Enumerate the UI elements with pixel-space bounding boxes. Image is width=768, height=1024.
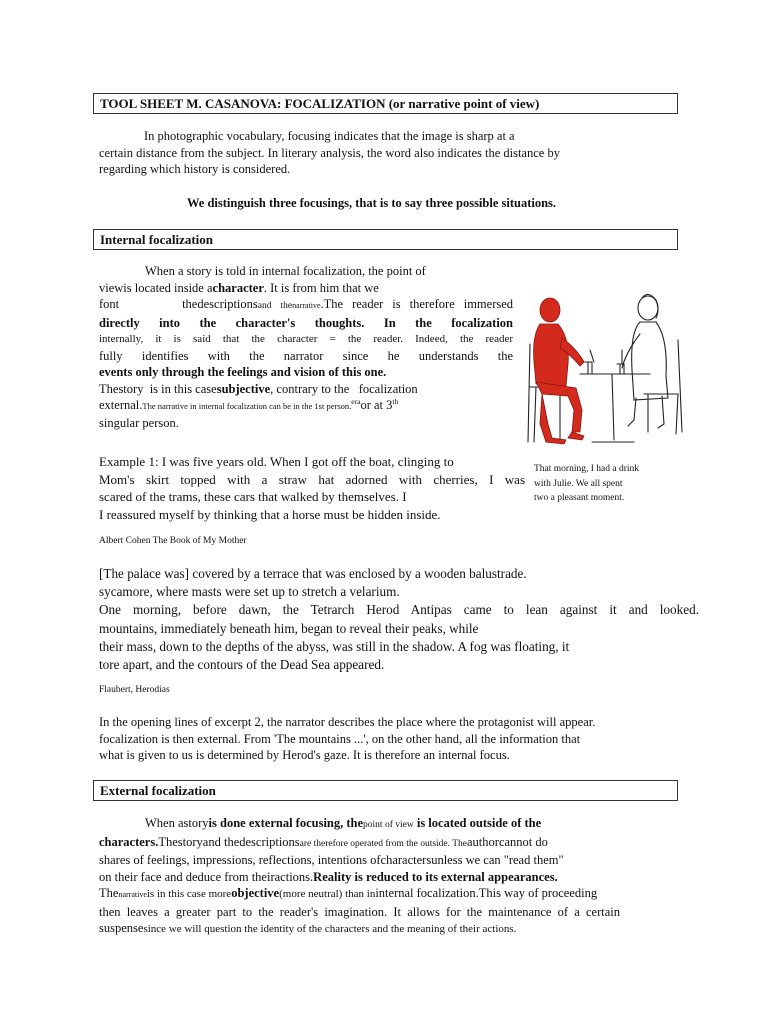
distinguish-statement: We distinguish three focusings, that is to say three possible situations.: [187, 196, 557, 210]
woman-body: [632, 322, 668, 400]
text-line: shares of feelings, impressions, reflections, intentions ofcharactersunless we can "read them": [99, 853, 564, 867]
text-line: then leaves a greater part to the reader's imagination. It allows for the maintenance of a certain: [99, 904, 620, 919]
text-line: fully identifies with the narrator since he understands the: [99, 348, 513, 363]
text-line: [The palace was] covered by a terrace that was enclosed by a wooden balustrade.: [99, 566, 527, 581]
text-line: focalization is then external. From 'The mountains ...', on the other hand, all the information that: [99, 731, 581, 746]
text-line: internally, it is said that the character = the reader. Indeed, the reader: [99, 333, 513, 345]
red-figure: [534, 298, 584, 444]
text-line: sycamore, where masts were set up to stretch a velarium.: [99, 584, 400, 600]
text-line: characters.Thestoryand thedescriptionsare therefore operated from the outside. Theauthorcannot do: [99, 834, 548, 849]
text-line: external.The narrative in internal focalization can be in the 1st person.$^{era}$or at 3th: [99, 396, 399, 412]
cafe-table: [580, 374, 650, 442]
cafe-illustration: [522, 292, 688, 452]
example1-credit: Albert Cohen The Book of My Mother: [99, 536, 247, 546]
example1-paragraph: [99, 453, 525, 523]
text-line: Example 1: I was five years old. When I got off the boat, clinging to: [99, 454, 454, 469]
caption-line: with Julie. We all spent: [534, 478, 623, 489]
text-line: scared of the trams, these cars that walked by themselves. I: [99, 489, 407, 504]
analysis-paragraph: [99, 714, 679, 764]
text-line: In the opening lines of excerpt 2, the narrator describes the place where the protagonist will appear.: [99, 715, 596, 729]
example2-credit: Flaubert, Herodias: [99, 685, 170, 695]
text-line: One morning, before dawn, the Tetrarch Herod Antipas came to lean against it and looked.: [99, 602, 699, 618]
caption-line: two a pleasant moment.: [534, 493, 625, 503]
text-line: When astoryis done external focusing, thepoint of view is located outside of the: [145, 816, 542, 830]
section-heading-internal: Internal focalization: [93, 229, 678, 250]
external-paragraph: [99, 815, 620, 938]
page-title: TOOL SHEET M. CASANOVA: FOCALIZATION (or narrative point of view): [93, 93, 678, 114]
text-line: I reassured myself by thinking that a horse must be hidden inside.: [99, 506, 441, 522]
illustration-caption: [534, 462, 684, 506]
internal-paragraph: [99, 263, 513, 431]
text-line: directly into the character's thoughts. In the focalization: [99, 315, 513, 330]
text-line: singular person.: [99, 415, 179, 430]
intro-paragraph: [99, 128, 619, 178]
text-line: font thedescriptionsand thenarrative.The reader is therefore immersed: [99, 297, 514, 311]
text-line: Mom's skirt topped with a straw hat adorned with cherries, I was: [99, 471, 525, 487]
section-heading-external: External focalization: [93, 780, 678, 801]
text-line: suspensesince we will question the identity of the characters and the meaning of their actions.: [99, 921, 517, 935]
intro-line: In photographic vocabulary, focusing indicates that the image is sharp at a: [144, 129, 515, 143]
intro-line: regarding which history is considered.: [99, 162, 291, 176]
text-line: Thestory is in this casesubjective, contrary to the focalization: [99, 381, 418, 396]
intro-line: certain distance from the subject. In literary analysis, the word also indicates the distance by: [99, 145, 560, 160]
text-line: on their face and deduce from theiractions.Reality is reduced to its external appearances.: [99, 869, 558, 884]
caption-line: That morning, I had a drink: [534, 464, 640, 474]
text-line: what is given to us is determined by Herod's gaze. It is therefore an internal focus.: [99, 748, 510, 762]
text-line: When a story is told in internal focalization, the point of: [145, 264, 426, 278]
text-line: events only through the feelings and vision of this one.: [99, 365, 387, 379]
text-line: viewis located inside acharacter. It is from him that we: [99, 280, 379, 295]
text-line: Thenarrativeis in this case moreobjective(more neutral) than ininternal focalization.This way of proceeding: [99, 886, 598, 900]
example2-paragraph: [99, 565, 699, 674]
text-line: their mass, down to the depths of the abyss, was still in the shadow. A fog was floating, it: [99, 638, 570, 654]
text-line: tore apart, and the contours of the Dead Sea appeared.: [99, 657, 385, 673]
right-chair: [644, 340, 682, 434]
text-line: mountains, immediately beneath him, began to reveal their peaks, while: [99, 620, 479, 636]
